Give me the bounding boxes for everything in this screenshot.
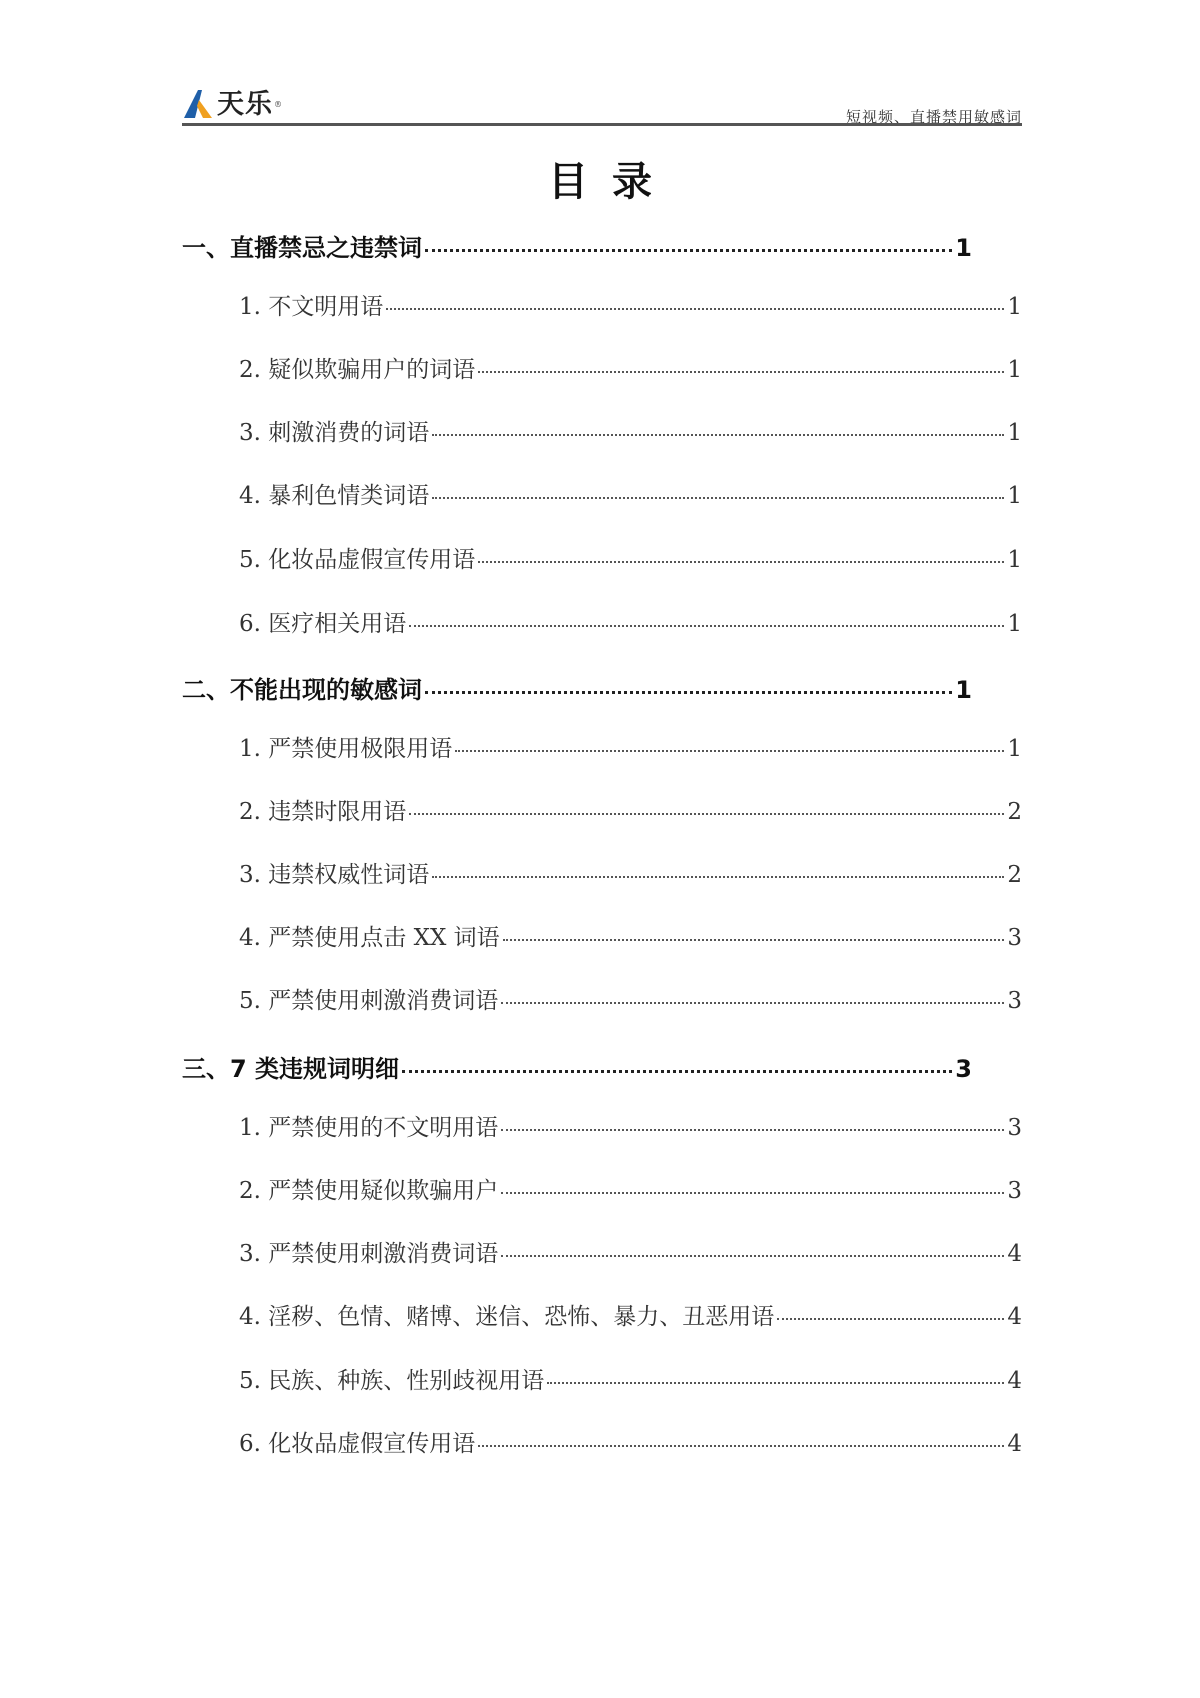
toc-page-number: 4 — [1007, 1304, 1022, 1330]
dot-leader — [386, 308, 1004, 310]
toc-page-number: 4 — [1007, 1241, 1022, 1267]
toc-item[interactable] — [239, 919, 1022, 953]
dot-leader — [425, 249, 952, 252]
dot-leader — [501, 1255, 1004, 1257]
toc-item[interactable] — [239, 793, 1022, 827]
page-header — [182, 86, 1022, 128]
toc-page-number: 3 — [1007, 1178, 1022, 1204]
toc-section-label: 一、直播禁忌之违禁词 — [182, 234, 422, 262]
toc-item-label: 2. 严禁使用疑似欺骗用户 — [239, 1178, 499, 1204]
dot-leader — [503, 939, 1005, 941]
toc-page-number: 3 — [1007, 1115, 1022, 1141]
toc-item[interactable] — [239, 1172, 1022, 1206]
toc-item[interactable] — [239, 414, 1022, 448]
toc-page-number: 1 — [1007, 547, 1022, 573]
dot-leader — [777, 1318, 1004, 1320]
toc-page-number: 3 — [1007, 925, 1022, 951]
toc-section[interactable] — [182, 670, 972, 704]
toc-item[interactable] — [239, 856, 1022, 890]
toc-page-number: 1 — [955, 676, 972, 704]
toc-item[interactable] — [239, 1425, 1022, 1459]
tianle-logo-icon — [182, 88, 214, 120]
toc-item-label: 1. 不文明用语 — [239, 294, 384, 320]
dot-leader — [501, 1129, 1004, 1131]
dot-leader — [478, 1445, 1004, 1447]
dot-leader — [402, 1070, 952, 1073]
toc-item[interactable] — [239, 1362, 1022, 1396]
toc-page-number: 1 — [955, 234, 972, 262]
toc-title: 目录 — [548, 159, 676, 205]
toc-item[interactable] — [239, 1298, 1022, 1332]
toc-page-number: 1 — [1007, 611, 1022, 637]
toc-item[interactable] — [239, 541, 1022, 575]
logo-text: 天乐 — [217, 88, 273, 120]
toc-item-label: 1. 严禁使用极限用语 — [239, 736, 453, 762]
header-divider — [182, 123, 1022, 126]
toc-item[interactable] — [239, 477, 1022, 511]
toc-item[interactable] — [239, 351, 1022, 385]
toc-item-label: 3. 违禁权威性词语 — [239, 862, 430, 888]
dot-leader — [432, 497, 1004, 499]
toc-item-label: 1. 严禁使用的不文明用语 — [239, 1115, 499, 1141]
toc-page-number: 2 — [1007, 799, 1022, 825]
toc-item-label: 4. 暴利色情类词语 — [239, 483, 430, 509]
toc-item[interactable] — [239, 605, 1022, 639]
dot-leader — [432, 876, 1004, 878]
toc-page-number: 1 — [1007, 294, 1022, 320]
toc-page-number: 3 — [1007, 988, 1022, 1014]
dot-leader — [432, 434, 1004, 436]
toc-item[interactable] — [239, 1109, 1022, 1143]
toc-item-label: 3. 刺激消费的词语 — [239, 420, 430, 446]
toc-section[interactable] — [182, 228, 972, 262]
toc-page-number: 1 — [1007, 736, 1022, 762]
toc-item[interactable] — [239, 982, 1022, 1016]
toc-page-number: 3 — [955, 1055, 972, 1083]
dot-leader — [478, 561, 1004, 563]
registered-mark: ® — [274, 99, 282, 109]
toc-page-number: 1 — [1007, 483, 1022, 509]
toc-page-number: 2 — [1007, 862, 1022, 888]
toc-item-label: 3. 严禁使用刺激消费词语 — [239, 1241, 499, 1267]
toc-item-label: 6. 化妆品虚假宣传用语 — [239, 1431, 476, 1457]
toc-item[interactable] — [239, 288, 1022, 322]
header-doc-title: 短视频、直播禁用敏感词 — [845, 108, 1022, 126]
toc-page-number: 4 — [1007, 1368, 1022, 1394]
toc-section-label: 三、7 类违规词明细 — [182, 1055, 400, 1083]
toc-item-label: 5. 民族、种族、性别歧视用语 — [239, 1368, 545, 1394]
dot-leader — [425, 691, 952, 694]
dot-leader — [455, 750, 1004, 752]
dot-leader — [478, 371, 1004, 373]
toc-item-label: 6. 医疗相关用语 — [239, 611, 407, 637]
toc-item-label: 5. 化妆品虚假宣传用语 — [239, 547, 476, 573]
toc-page-number: 1 — [1007, 420, 1022, 446]
dot-leader — [409, 625, 1004, 627]
toc-page-number: 4 — [1007, 1431, 1022, 1457]
dot-leader — [501, 1002, 1004, 1004]
toc-item[interactable] — [239, 1235, 1022, 1269]
toc-item-label: 5. 严禁使用刺激消费词语 — [239, 988, 499, 1014]
logo — [182, 88, 282, 120]
toc-section-label: 二、不能出现的敏感词 — [182, 676, 422, 704]
dot-leader — [501, 1192, 1004, 1194]
toc-item-label: 2. 违禁时限用语 — [239, 799, 407, 825]
toc-item-label: 2. 疑似欺骗用户的词语 — [239, 357, 476, 383]
dot-leader — [547, 1382, 1004, 1384]
toc-item-label: 4. 淫秽、色情、赌博、迷信、恐怖、暴力、丑恶用语 — [239, 1304, 775, 1330]
dot-leader — [409, 813, 1004, 815]
toc-item[interactable] — [239, 730, 1022, 764]
toc-item-label: 4. 严禁使用点击 XX 词语 — [239, 925, 500, 951]
toc-section[interactable] — [182, 1049, 972, 1083]
toc-page-number: 1 — [1007, 357, 1022, 383]
